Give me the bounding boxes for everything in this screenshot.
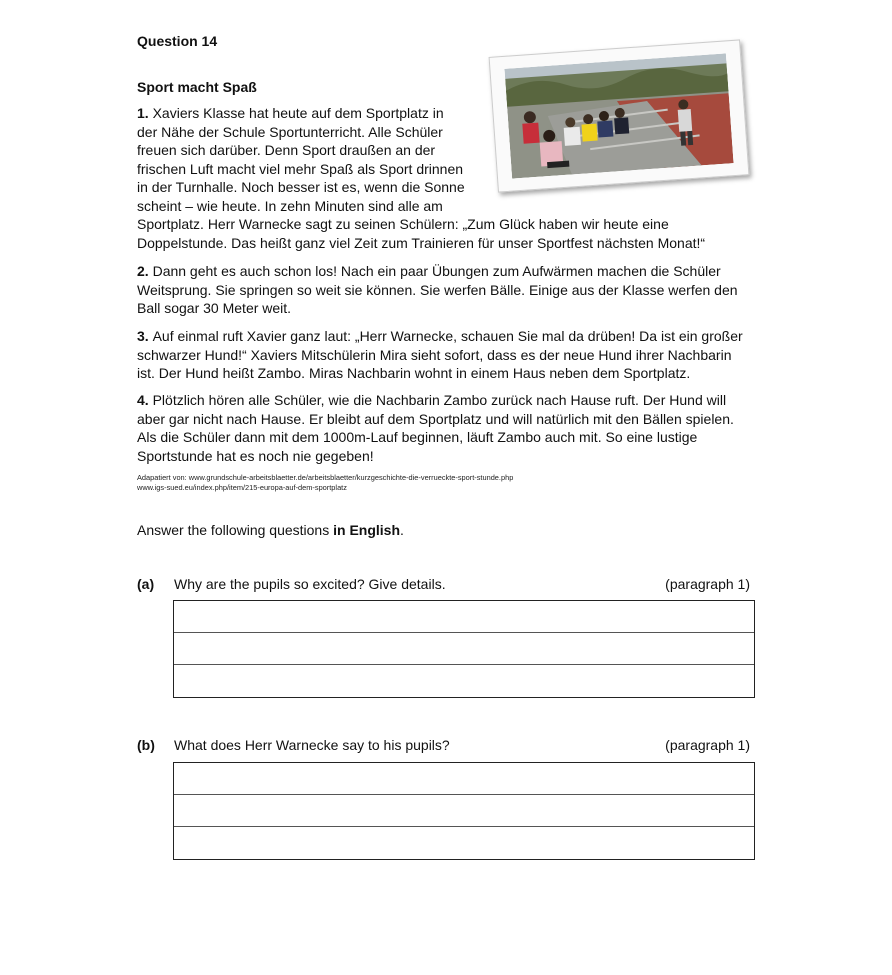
paragraph-4 xyxy=(137,391,734,465)
paragraph-number: 3. xyxy=(137,328,149,344)
paragraph-1 xyxy=(137,104,705,252)
instruction-emphasis: in English xyxy=(333,522,400,538)
question-heading: Question 14 xyxy=(137,33,218,49)
text-line: Auf einmal ruft Xavier ganz laut: „Herr Warnecke, schauen Sie mal da drüben! Da ist ein großer xyxy=(152,328,743,344)
text-line: Weitsprung. Sie springen so weit sie können. Sie werfen Bälle. Einige aus der Klasse werfen den xyxy=(137,281,738,298)
answer-box-a[interactable] xyxy=(173,600,755,698)
text-line: Dann geht es auch schon los! Nach ein paar Übungen zum Aufwärmen machen die Schüler xyxy=(152,263,721,279)
passage-title: Sport macht Spaß xyxy=(137,79,257,95)
text-line: der Nähe der Schule Sportunterricht. Alle Schüler xyxy=(137,123,443,140)
paragraph-number: 1. xyxy=(137,105,149,121)
paragraph-2 xyxy=(137,262,738,318)
question-b-reference: (paragraph 1) xyxy=(665,737,750,753)
text-line: in der Turnhalle. Noch besser ist es, wenn die Sonne xyxy=(137,179,465,195)
answer-line[interactable] xyxy=(174,795,754,827)
question-a-reference: (paragraph 1) xyxy=(665,576,750,592)
text-line: aber gar nicht nach Hause. Er bleibt auf dem Sportplatz und will natürlich mit den Bällen spielen. xyxy=(137,410,734,427)
answer-line[interactable] xyxy=(174,665,754,697)
answer-line[interactable] xyxy=(174,827,754,859)
text-line: Ball sogar 30 Meter weit. xyxy=(137,300,292,316)
question-a-label: (a) xyxy=(137,576,155,592)
answer-line[interactable] xyxy=(174,601,754,633)
question-b-text: What does Herr Warnecke say to his pupils? xyxy=(174,737,450,753)
text-line: scheint – wie heute. In zehn Minuten sind alle am xyxy=(137,197,443,214)
question-b-label: (b) xyxy=(137,737,155,753)
text-line: frischen Luft macht viel mehr Spaß als Sport drinnen xyxy=(137,160,464,177)
text-line: ist. Der Hund heißt Zambo. Miras Nachbarin wohnt in einem Haus neben dem Sportplatz. xyxy=(137,365,691,381)
paragraph-3 xyxy=(137,327,743,383)
text-line: Doppelstunde. Das heißt ganz viel Zeit zum Trainieren für unser Sportfest nächsten Monat!“ xyxy=(137,234,706,251)
text-line: Als die Schüler dann mit dem 1000m-Lauf beginnen, läuft Zambo auch mit. So eine lustige xyxy=(137,429,698,445)
source-line: Adapatiert von: www.grundschule-arbeitsblaetter.de/arbeitsblaetter/kurzgeschichte-die-verrueckte-sport-stunde.php xyxy=(137,473,514,482)
source-citation xyxy=(137,473,513,493)
answer-line[interactable] xyxy=(174,633,754,665)
paragraph-number: 4. xyxy=(137,392,149,408)
answer-line[interactable] xyxy=(174,763,754,795)
text-line: Sportplatz. Herr Warnecke sagt zu seinen Schülern: „Zum Glück haben wir heute eine xyxy=(137,216,669,232)
answer-box-b[interactable] xyxy=(173,762,755,860)
paragraph-number: 2. xyxy=(137,263,149,279)
text-line: schwarzer Hund!“ Xaviers Mitschülerin Mira sieht sofort, dass es der neue Hund ihrer Nachbarin xyxy=(137,346,732,363)
source-line: www.igs-sued.eu/index.php/item/215-europa-auf-dem-sportplatz xyxy=(137,483,347,492)
text-line: Xaviers Klasse hat heute auf dem Sportplatz in xyxy=(152,105,444,121)
instruction: Answer the following questions in English. xyxy=(137,522,404,538)
text-line: Sportstunde hat es noch nie gegeben! xyxy=(137,447,374,464)
text-line: Plötzlich hören alle Schüler, wie die Nachbarin Zambo zurück nach Hause ruft. Der Hund will xyxy=(152,392,727,408)
text-line: freuen sich darüber. Denn Sport draußen an der xyxy=(137,142,436,158)
question-a-text: Why are the pupils so excited? Give details. xyxy=(174,576,446,592)
